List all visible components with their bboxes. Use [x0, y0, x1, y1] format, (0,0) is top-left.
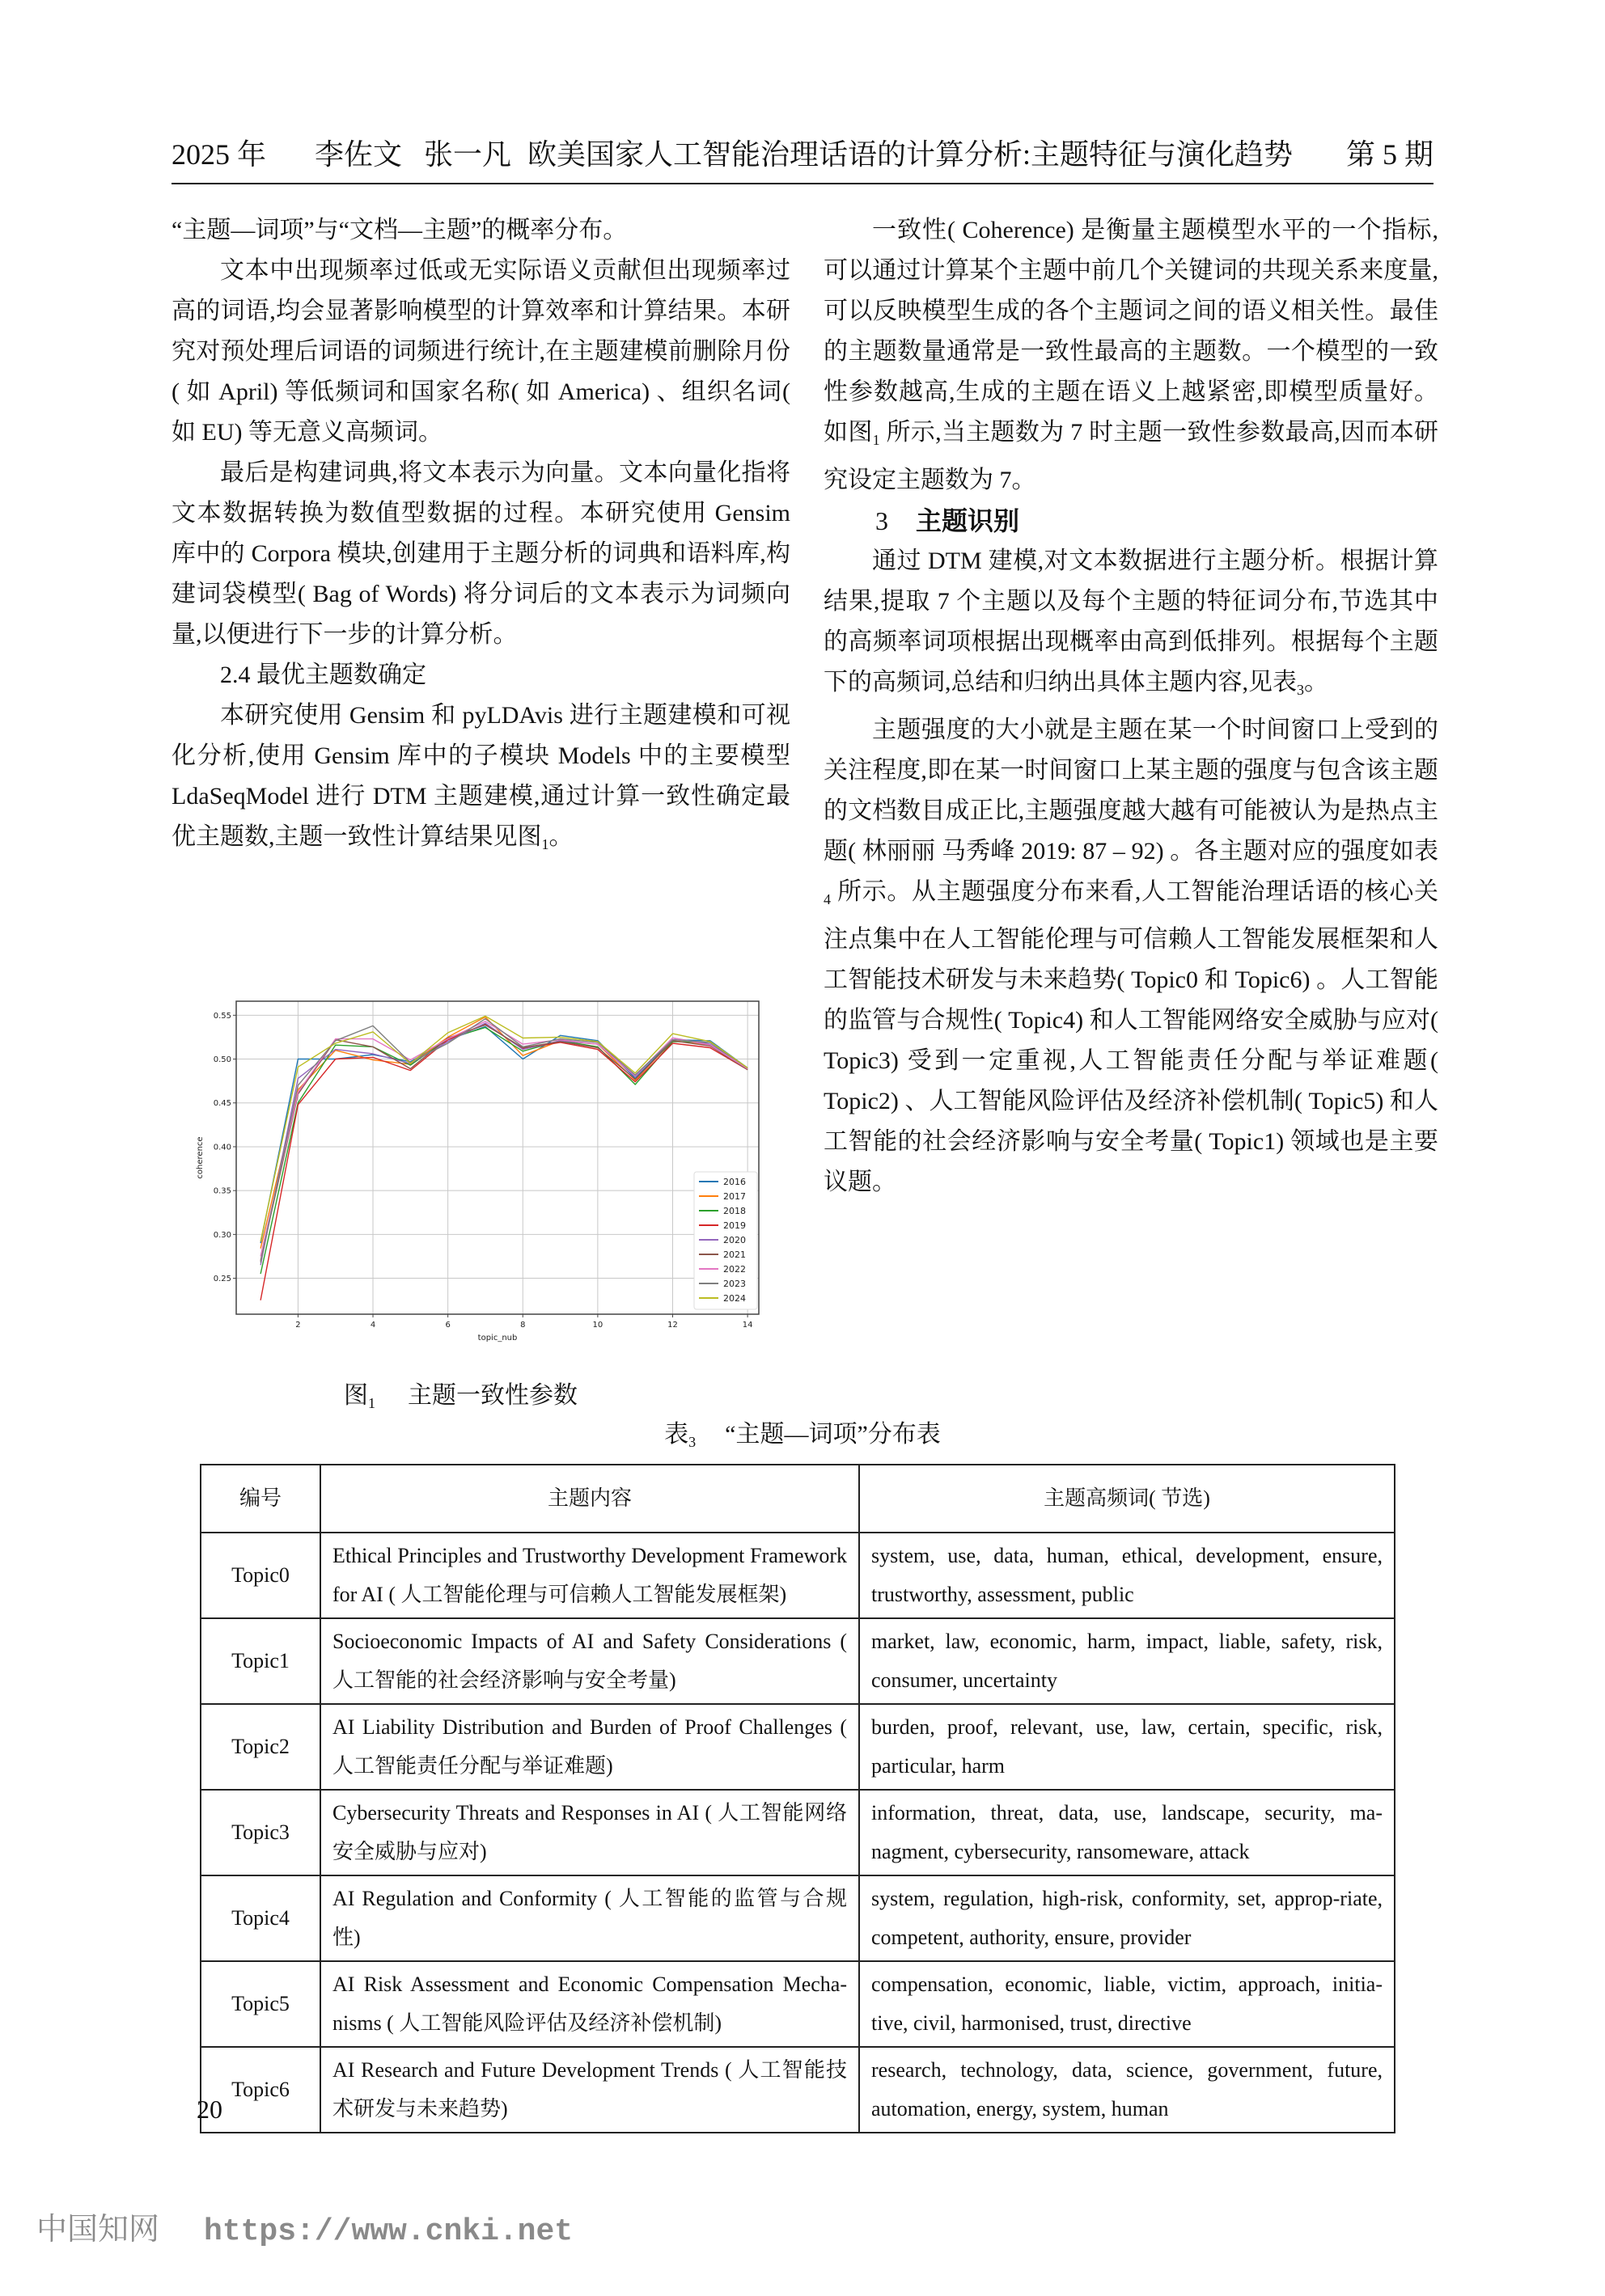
- paragraph: “主题—词项”与“文档—主题”的概率分布。: [172, 217, 628, 243]
- table-label-subscript: 3: [688, 1434, 697, 1450]
- table-row: [201, 2047, 1395, 2133]
- legend-label: 2022: [723, 1264, 746, 1275]
- paragraph-text: 通过 DTM 建模,对文本数据进行主题分析。根据计算结果,提取 7 个主题以及每个主题的特征词分布,节选其中的高频率词项根据出现概率由高到低排列。根据每个主题下的高频词,总结和归纳出具体主题内容,见表: [824, 548, 1438, 696]
- x-tick-label: 2: [295, 1321, 301, 1330]
- header-content: 主题内容: [320, 1465, 859, 1533]
- series-line-2018: [260, 1028, 747, 1275]
- running-header: [172, 128, 1433, 176]
- series-line-2019: [260, 1024, 747, 1300]
- legend-label: 2020: [723, 1235, 746, 1245]
- section-title: 主题识别: [916, 506, 1020, 535]
- series-line-2023: [260, 1019, 747, 1262]
- table-row: [201, 1875, 1395, 1961]
- table-ref-subscript: 3: [1297, 682, 1304, 698]
- x-axis-label: topic_nub: [477, 1334, 518, 1343]
- topic-words: burden, proof, relevant, use, law, certain, specific, risk, particular, harm: [859, 1704, 1395, 1790]
- left-column: [172, 210, 790, 865]
- topic-content: AI Regulation and Conformity ( 人工智能的监管与合规性): [320, 1875, 859, 1961]
- legend-label: 2018: [723, 1206, 746, 1216]
- right-column: [824, 210, 1438, 1203]
- figure-ref-subscript: 1: [872, 432, 880, 448]
- table-row: [201, 1790, 1395, 1875]
- section-heading: [824, 501, 1438, 541]
- header-id: 编号: [201, 1465, 320, 1533]
- section-number: 3: [875, 506, 888, 535]
- header-issue: 第 5 期: [1345, 137, 1433, 171]
- series-line-2021: [260, 1025, 747, 1261]
- paragraph-text: 所示,当主题数为 7 时主题一致性参数最高,因而本研究设定主题数为 7。: [824, 419, 1439, 493]
- topic-content: Cybersecurity Threats and Responses in AI ( 人工智能网络安全威胁与应对): [320, 1790, 859, 1875]
- watermark-url: https://www.cnki.net: [204, 2214, 574, 2249]
- table-label: 表: [664, 1421, 689, 1448]
- series-line-2017: [260, 1017, 747, 1249]
- topic-id: Topic4: [201, 1875, 320, 1961]
- topic-content: Socioeconomic Impacts of AI and Safety Considerations ( 人工智能的社会经济影响与安全考量): [320, 1618, 859, 1704]
- paragraph-text: 所示。从主题强度分布来看,人工智能治理话语的核心关注点集中在人工智能伦理与可信赖人工智能发展框架和人工智能技术研发与未来趋势( Topic0 和 Topic6) 。人工智能的监管与合规性( Topic4) 和人工智能网络安全威胁与应对( Topic3) 受到一定重视,人工智能责任分配与举证难题( Topic2) 、人工智能风险评估及经济补偿机制( Topic5) 和人工智能的社会经济影响与安全考量( Topic1) 领域也是主要议题。: [824, 878, 1438, 1195]
- legend-label: 2019: [723, 1220, 746, 1231]
- y-tick-label: 0.25: [213, 1275, 231, 1284]
- y-tick-label: 0.45: [213, 1099, 231, 1109]
- topic-content: AI Risk Assessment and Economic Compensation Mecha-nisms ( 人工智能风险评估及经济补偿机制): [320, 1961, 859, 2047]
- header-authors: 李佐文 张一凡: [315, 137, 512, 171]
- paragraph: 文本中出现频率过低或无实际语义贡献但出现频率过高的词语,均会显著影响模型的计算效率和计算结果。本研究对预处理后词语的词频进行统计,在主题建模前删除月份( 如 April) 等低频词和国家名称( 如 America) 、组织名词( 如 EU) 等无意义高频词。: [172, 257, 790, 446]
- y-tick-label: 0.35: [213, 1186, 231, 1196]
- figure-label: 图: [344, 1382, 368, 1409]
- plot-frame: [236, 1001, 759, 1314]
- paragraph: [824, 710, 1438, 1203]
- legend-label: 2024: [723, 1293, 746, 1304]
- table-caption: [0, 1414, 1605, 1451]
- table-row: [201, 1704, 1395, 1790]
- paragraph: 最后是构建词典,将文本表示为向量。文本向量化指将文本数据转换为数值型数据的过程。本研究使用 Gensim 库中的 Corpora 模块,创建用于主题分析的词典和语料库,构建词袋模型( Bag of Words) 将分词后的文本表示为词频向量,以便进行下一步的计算分析。: [172, 459, 790, 648]
- legend-label: 2016: [723, 1177, 746, 1187]
- legend-label: 2023: [723, 1279, 746, 1289]
- x-tick-label: 8: [520, 1321, 526, 1330]
- topic-words: research, technology, data, science, government, future, automation, energy, system, human: [859, 2047, 1395, 2133]
- paragraph-text: 本研究使用 Gensim 和 pyLDAvis 进行主题建模和可视化分析,使用 Gensim 库中的子模块 Models 中的主要模型 LdaSeqModel 进行 DTM 主题建模,通过计算一致性确定最优主题数,主题一致性计算结果见图: [172, 702, 790, 850]
- figure-ref-subscript: 1: [541, 836, 549, 852]
- paragraph: [172, 696, 790, 865]
- chart-grid: [236, 1001, 759, 1314]
- x-tick-label: 10: [592, 1321, 603, 1330]
- topic-words: system, regulation, high-risk, conformity, set, approp-riate, competent, authority, ensure, provider: [859, 1875, 1395, 1961]
- legend-label: 2021: [723, 1249, 746, 1260]
- table-caption-text: “主题—词项”分布表: [725, 1421, 941, 1448]
- topic-id: Topic2: [201, 1704, 320, 1790]
- topic-id: Topic0: [201, 1533, 320, 1618]
- paragraph-end: 。: [548, 823, 574, 850]
- y-ticks: [214, 1012, 236, 1283]
- subsection-heading: 2.4 最优主题数确定: [220, 662, 426, 688]
- y-tick-label: 0.50: [213, 1055, 231, 1065]
- paragraph: [824, 210, 1438, 501]
- figure-caption: [344, 1375, 578, 1412]
- topic-words: market, law, economic, harm, impact, liable, safety, risk, consumer, uncertainty: [859, 1618, 1395, 1704]
- coherence-chart: [194, 979, 760, 1351]
- x-ticks: [295, 1314, 752, 1330]
- topic-id: Topic6: [201, 2047, 320, 2133]
- header-rule: [172, 183, 1433, 184]
- page-number: 20: [197, 2095, 222, 2124]
- header-title: 欧美国家人工智能治理话语的计算分析:主题特征与演化趋势: [527, 137, 1294, 171]
- chart-legend: [694, 1172, 757, 1309]
- table-row: [201, 1533, 1395, 1618]
- cnki-watermark: [36, 2204, 573, 2249]
- topic-id: Topic1: [201, 1618, 320, 1704]
- table-ref-subscript: 4: [824, 891, 831, 907]
- y-axis-label: coherence: [196, 1136, 205, 1179]
- topic-content: AI Liability Distribution and Burden of Proof Challenges ( 人工智能责任分配与举证难题): [320, 1704, 859, 1790]
- x-tick-label: 12: [667, 1321, 678, 1330]
- table-row: [201, 1961, 1395, 2047]
- figure-label-subscript: 1: [368, 1395, 375, 1411]
- header-words: 主题高频词( 节选): [859, 1465, 1395, 1533]
- paragraph-text: 主题强度的大小就是主题在某一个时间窗口上受到的关注程度,即在某一时间窗口上某主题的强度与包含该主题的文档数目成正比,主题强度越大越有可能被认为是热点主题( 林丽丽 马秀峰 2019: 87 – 92) 。各主题对应的强度如表: [824, 717, 1438, 865]
- figure-caption-text: 主题一致性参数: [408, 1382, 578, 1409]
- series-line-2024: [260, 1016, 747, 1241]
- header-year: 2025 年: [172, 137, 267, 171]
- chart-svg: [194, 979, 760, 1351]
- table-row: [201, 1618, 1395, 1704]
- x-tick-label: 4: [370, 1321, 376, 1330]
- y-tick-label: 0.40: [213, 1143, 231, 1152]
- topic-id: Topic3: [201, 1790, 320, 1875]
- x-tick-label: 14: [742, 1321, 753, 1330]
- topic-content: AI Research and Future Development Trends ( 人工智能技术研发与未来趋势): [320, 2047, 859, 2133]
- y-tick-label: 0.30: [213, 1230, 231, 1240]
- table-header-row: [201, 1465, 1395, 1533]
- legend-label: 2017: [723, 1191, 746, 1202]
- topic-term-table: [200, 1464, 1395, 2133]
- topic-words: system, use, data, human, ethical, development, ensure, trustworthy, assessment, public: [859, 1533, 1395, 1618]
- series-line-2022: [260, 1021, 747, 1257]
- watermark-cn: 中国知网: [36, 2213, 160, 2247]
- topic-words: information, threat, data, use, landscape, security, ma-nagment, cybersecurity, ransomeware, attack: [859, 1790, 1395, 1875]
- x-tick-label: 6: [445, 1321, 451, 1330]
- paragraph: [824, 541, 1438, 710]
- y-tick-label: 0.55: [213, 1011, 231, 1021]
- topic-id: Topic5: [201, 1961, 320, 2047]
- paragraph-end: 。: [1304, 669, 1328, 696]
- paragraph-text: 一致性( Coherence) 是衡量主题模型水平的一个指标,可以通过计算某个主题中前几个关键词的共现关系来度量,可以反映模型生成的各个主题词之间的语义相关性。最佳的主题数量通常是一致性最高的主题数。一个模型的一致性参数越高,生成的主题在语义上越紧密,即模型质量好。如图: [824, 217, 1438, 446]
- topic-content: Ethical Principles and Trustworthy Development Framework for AI ( 人工智能伦理与可信赖人工智能发展框架): [320, 1533, 859, 1618]
- topic-words: compensation, economic, liable, victim, approach, initia-tive, civil, harmonised, trust, directive: [859, 1961, 1395, 2047]
